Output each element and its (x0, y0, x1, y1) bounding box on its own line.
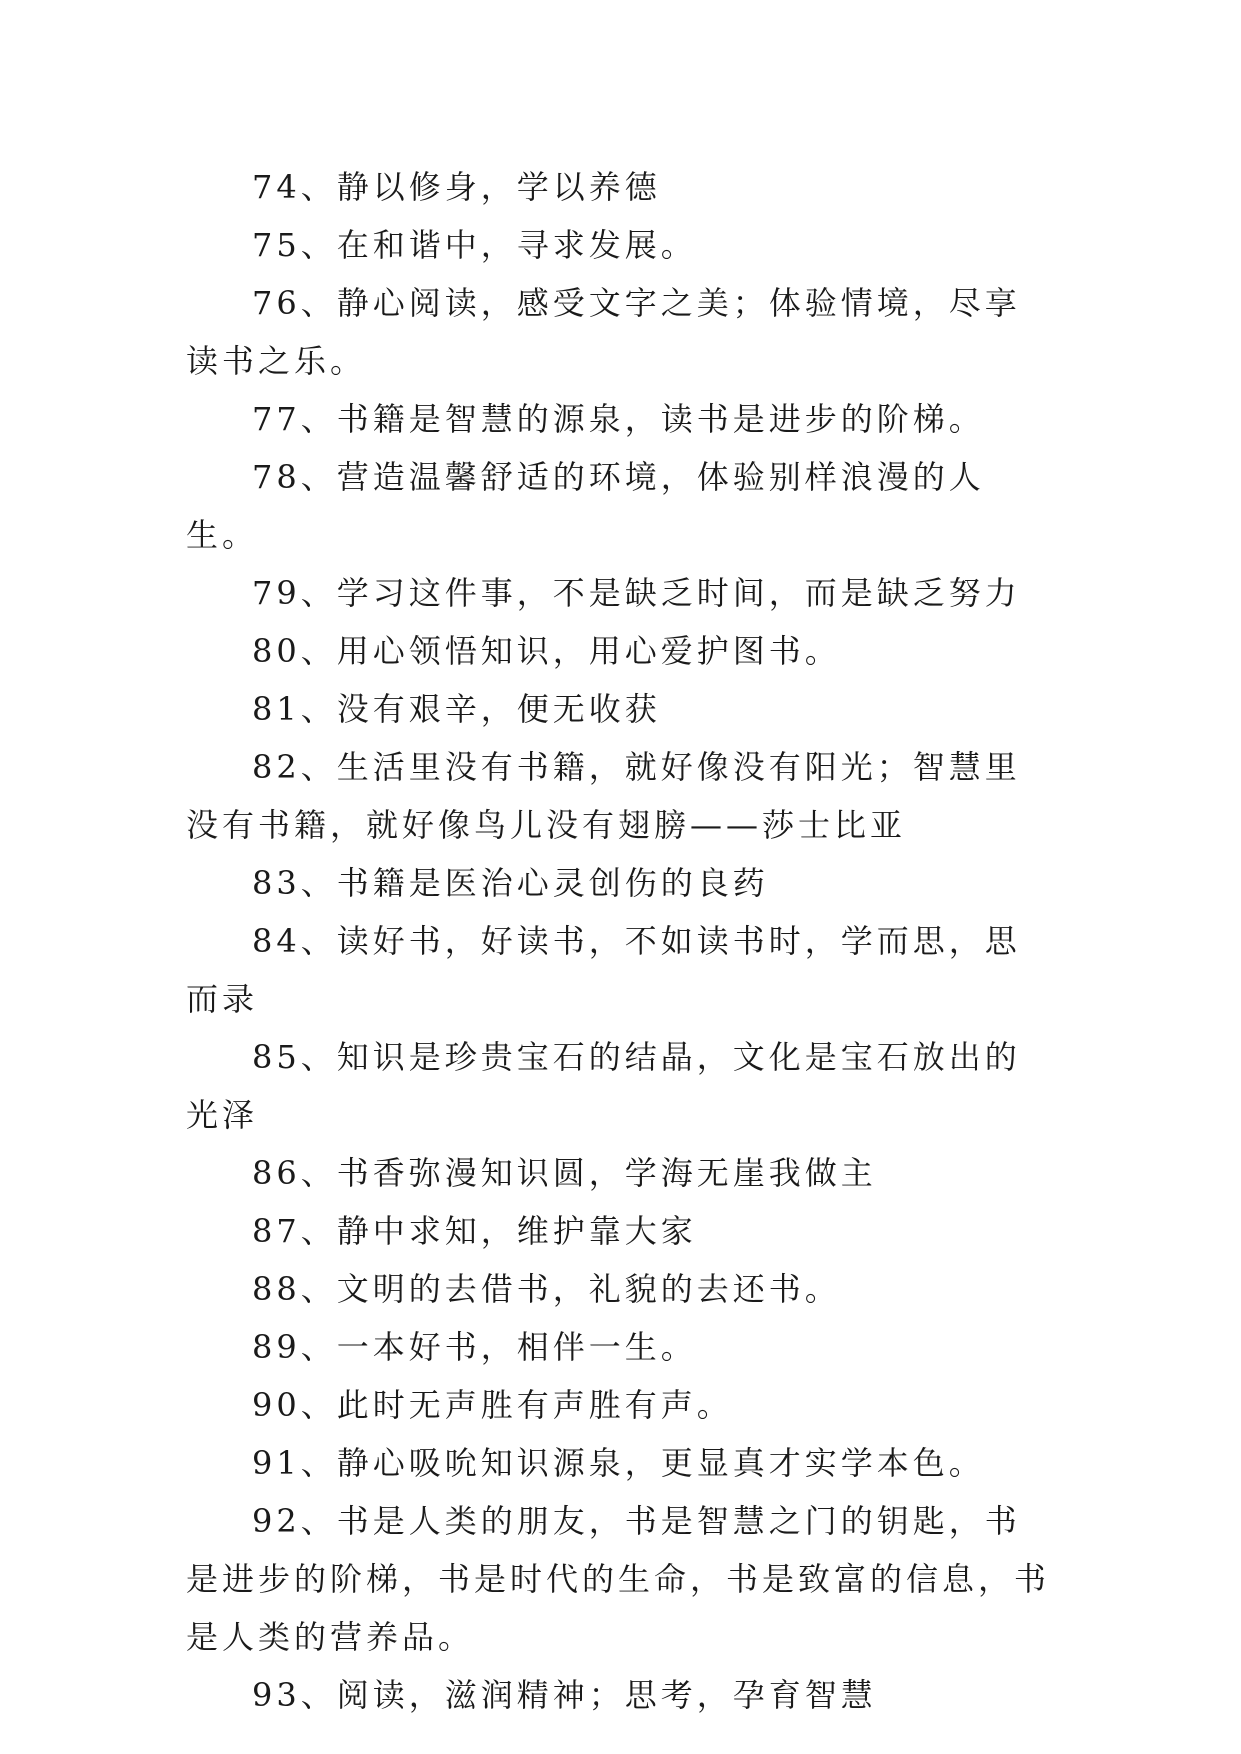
document-body (186, 158, 1056, 1724)
paragraph-83: 83、书籍是医治心灵创伤的良药 (252, 864, 769, 902)
paragraph-89: 89、一本好书，相伴一生。 (252, 1328, 697, 1366)
paragraph-81: 81、没有艰辛，便无收获 (252, 690, 661, 728)
paragraph-92: 92、书是人类的朋友，书是智慧之门的钥匙，书是进步的阶梯，书是时代的生命，书是致富的信息，书是人类的营养品。 (186, 1502, 1051, 1656)
paragraph-77: 77、书籍是智慧的源泉，读书是进步的阶梯。 (252, 400, 985, 438)
paragraph-78: 78、营造温馨舒适的环境，体验别样浪漫的人生。 (186, 458, 985, 554)
paragraph-93: 93、阅读，滋润精神；思考，孕育智慧 (252, 1676, 877, 1714)
paragraph-86: 86、书香弥漫知识圆，学海无崖我做主 (252, 1154, 877, 1192)
paragraph-88: 88、文明的去借书，礼貌的去还书。 (252, 1270, 841, 1308)
paragraph-80: 80、用心领悟知识，用心爱护图书。 (252, 632, 841, 670)
paragraph-75: 75、在和谐中，寻求发展。 (252, 226, 697, 264)
paragraph-85: 85、知识是珍贵宝石的结晶，文化是宝石放出的光泽 (186, 1038, 1021, 1134)
paragraph-76: 76、静心阅读，感受文字之美；体验情境，尽享读书之乐。 (186, 284, 1021, 380)
paragraph-79: 79、学习这件事，不是缺乏时间，而是缺乏努力 (252, 574, 1021, 612)
paragraph-84: 84、读好书，好读书，不如读书时，学而思，思而录 (186, 922, 1021, 1018)
paragraph-74: 74、静以修身，学以养德 (252, 168, 661, 206)
paragraph-87: 87、静中求知，维护靠大家 (252, 1212, 697, 1250)
paragraph-82: 82、生活里没有书籍，就好像没有阳光；智慧里没有书籍，就好像鸟儿没有翅膀——莎士比亚 (186, 748, 1021, 844)
paragraph-91: 91、静心吸吮知识源泉，更显真才实学本色。 (252, 1444, 985, 1482)
paragraph-90: 90、此时无声胜有声胜有声。 (252, 1386, 733, 1424)
